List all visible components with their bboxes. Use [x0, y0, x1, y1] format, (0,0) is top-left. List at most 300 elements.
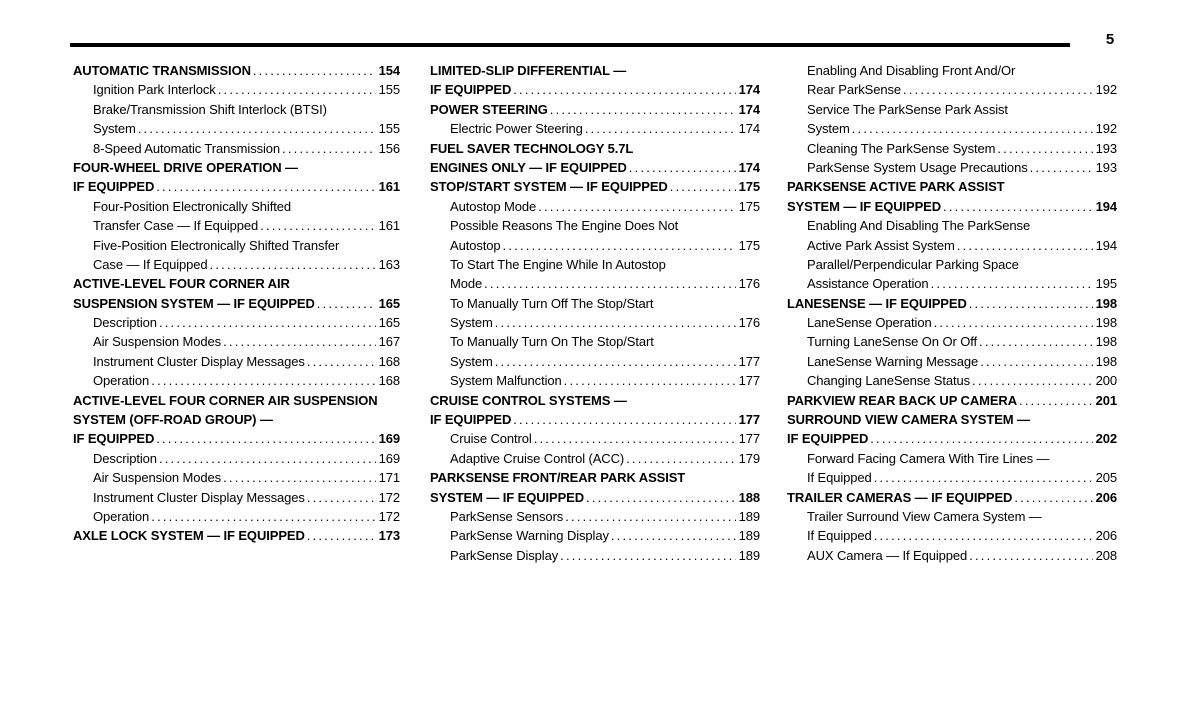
toc-line	[787, 197, 1117, 216]
dot-leader	[874, 526, 1093, 545]
toc-page-ref: 154	[378, 63, 400, 78]
toc-line	[430, 313, 760, 332]
toc-line	[787, 236, 1117, 255]
toc-line	[787, 255, 1117, 274]
toc-entry	[73, 274, 400, 313]
toc-line	[73, 274, 400, 293]
toc-page-ref: 167	[378, 334, 400, 350]
toc-page-ref: 177	[738, 373, 760, 389]
toc-entry	[73, 332, 400, 351]
top-rule	[70, 43, 1070, 47]
toc-entry-text: Electric Power Steering	[450, 121, 583, 137]
toc-entry-text: PARKSENSE ACTIVE PARK ASSIST	[787, 179, 1005, 195]
toc-entry-text: POWER STEERING	[430, 101, 548, 117]
toc-entry	[787, 352, 1117, 371]
dot-leader	[253, 61, 376, 80]
toc-page-ref: 194	[1095, 198, 1117, 214]
toc-line	[73, 158, 400, 177]
toc-entry	[73, 352, 400, 371]
toc-entry-text: AUX Camera — If Equipped	[807, 547, 968, 563]
toc-entry-text: Case — If Equipped	[93, 256, 208, 272]
toc-entry	[73, 507, 400, 526]
dot-leader	[1014, 488, 1092, 507]
dot-leader	[159, 449, 376, 468]
toc-page-ref: 189	[738, 528, 760, 544]
toc-entry	[430, 391, 760, 430]
dot-leader	[307, 526, 376, 545]
toc-line	[73, 119, 400, 138]
dot-leader	[210, 255, 376, 274]
toc-entry-text: Five-Position Electronically Shifted Transfer	[93, 237, 340, 253]
toc-line	[787, 216, 1117, 235]
toc-page-ref: 174	[738, 101, 760, 117]
toc-entry-text: Air Suspension Modes	[93, 334, 222, 350]
toc-column-2	[430, 61, 760, 565]
toc-line	[430, 429, 760, 448]
dot-leader	[670, 177, 736, 196]
toc-page-ref: 188	[738, 489, 760, 505]
toc-line	[73, 449, 400, 468]
toc-entry-text: Parallel/Perpendicular Parking Space	[807, 256, 1019, 272]
toc-entry-text: Turning LaneSense On Or Off	[807, 334, 978, 350]
toc-page-ref: 172	[378, 489, 400, 505]
dot-leader	[931, 274, 1093, 293]
toc-line	[430, 332, 760, 351]
dot-leader	[585, 119, 736, 138]
toc-entry-text: If Equipped	[807, 528, 872, 544]
dot-leader	[870, 429, 1092, 448]
dot-leader	[969, 294, 1093, 313]
toc-entry	[73, 488, 400, 507]
toc-page-ref: 174	[738, 82, 760, 98]
toc-entry	[430, 294, 760, 333]
toc-line	[73, 488, 400, 507]
toc-entry-text: 8-Speed Automatic Transmission	[93, 140, 281, 156]
toc-line	[430, 197, 760, 216]
toc-entry	[430, 468, 760, 507]
toc-entry-text: Rear ParkSense	[807, 82, 901, 98]
dot-leader	[151, 507, 375, 526]
toc-entry-text: SUSPENSION SYSTEM — IF EQUIPPED	[73, 295, 315, 311]
toc-entry-text: System	[450, 315, 493, 331]
toc-line	[73, 410, 400, 429]
toc-entry	[73, 80, 400, 99]
toc-entry-text: ParkSense System Usage Precautions	[807, 159, 1028, 175]
toc-entry-text: ParkSense Warning Display	[450, 528, 609, 544]
toc-entry	[73, 468, 400, 487]
toc-line	[430, 526, 760, 545]
toc-entry	[430, 449, 760, 468]
dot-leader	[159, 313, 376, 332]
toc-line	[73, 61, 400, 80]
toc-page-ref: 174	[738, 159, 760, 175]
toc-entry-text: PARKVIEW REAR BACK UP CAMERA	[787, 392, 1018, 408]
toc-entry	[430, 507, 760, 526]
toc-entry-text: Ignition Park Interlock	[93, 82, 216, 98]
toc-line	[73, 177, 400, 196]
dot-leader	[979, 332, 1093, 351]
dot-leader	[218, 80, 376, 99]
dot-leader	[564, 371, 736, 390]
toc-line	[73, 332, 400, 351]
toc-line	[787, 429, 1117, 448]
toc-page-ref: 176	[738, 315, 760, 331]
toc-line	[73, 139, 400, 158]
toc-page-ref: 165	[378, 315, 400, 331]
toc-page-ref: 179	[738, 450, 760, 466]
toc-page-ref: 172	[378, 508, 400, 524]
toc-entry	[430, 371, 760, 390]
toc-line	[430, 488, 760, 507]
dot-leader	[969, 546, 1092, 565]
toc-line	[787, 332, 1117, 351]
toc-entry-text: ACTIVE-LEVEL FOUR CORNER AIR SUSPENSION	[73, 392, 378, 408]
toc-entry-text: Four-Position Electronically Shifted	[93, 198, 291, 214]
toc-entry-text: ENGINES ONLY — IF EQUIPPED	[430, 159, 627, 175]
toc-line	[430, 468, 760, 487]
dot-leader	[1030, 158, 1093, 177]
toc-entry-text: Autostop Mode	[450, 198, 537, 214]
toc-page-ref: 168	[378, 373, 400, 389]
toc-page-ref: 198	[1095, 353, 1117, 369]
dot-leader	[223, 468, 376, 487]
toc-page-ref: 169	[378, 450, 400, 466]
toc-entry-text: AUTOMATIC TRANSMISSION	[73, 63, 251, 78]
toc-entry	[73, 236, 400, 275]
dot-leader	[997, 139, 1092, 158]
toc-entry-text: STOP/START SYSTEM — IF EQUIPPED	[430, 179, 668, 195]
toc-entry	[430, 216, 760, 255]
toc-line	[430, 352, 760, 371]
toc-entry-text: LaneSense Warning Message	[807, 353, 979, 369]
toc-entry	[787, 371, 1117, 390]
toc-entry-text: Instrument Cluster Display Messages	[93, 489, 305, 505]
toc-entry-text: Mode	[450, 276, 483, 292]
toc-entry	[787, 294, 1117, 313]
toc-entry-text: Enabling And Disabling Front And/Or	[807, 63, 1016, 78]
toc-page-ref: 169	[378, 431, 400, 447]
dot-leader	[534, 429, 736, 448]
toc-entry-text: IF EQUIPPED	[73, 431, 155, 447]
toc-entry-text: LIMITED-SLIP DIFFERENTIAL —	[430, 63, 627, 78]
toc-line	[787, 352, 1117, 371]
toc-page-ref: 206	[1095, 528, 1117, 544]
toc-entry-text: SYSTEM — IF EQUIPPED	[430, 489, 585, 505]
toc-entry	[787, 158, 1117, 177]
toc-entry	[787, 255, 1117, 294]
dot-leader	[626, 449, 736, 468]
toc-line	[787, 139, 1117, 158]
toc-entry	[73, 100, 400, 139]
dot-leader	[972, 371, 1093, 390]
toc-entry-text: Instrument Cluster Display Messages	[93, 353, 305, 369]
toc-line	[430, 546, 760, 565]
dot-leader	[629, 158, 736, 177]
toc-line	[430, 236, 760, 255]
toc-line	[430, 391, 760, 410]
toc-entry-text: ParkSense Display	[450, 547, 559, 563]
dot-leader	[307, 488, 376, 507]
toc-entry-text: Active Park Assist System	[807, 237, 955, 253]
toc-line	[73, 197, 400, 216]
toc-line	[73, 526, 400, 545]
toc-line	[430, 158, 760, 177]
toc-entry-text: System	[450, 353, 493, 369]
toc-page-ref: 155	[378, 82, 400, 98]
toc-line	[73, 80, 400, 99]
toc-line	[73, 391, 400, 410]
toc-line	[73, 352, 400, 371]
toc-entry-text: Possible Reasons The Engine Does Not	[450, 218, 679, 234]
toc-entry	[430, 197, 760, 216]
toc-page-ref: 161	[378, 179, 400, 195]
toc-page-ref: 155	[378, 121, 400, 137]
toc-line	[787, 80, 1117, 99]
toc-entry-text: ACTIVE-LEVEL FOUR CORNER AIR	[73, 276, 290, 292]
toc-line	[73, 468, 400, 487]
toc-entry	[787, 100, 1117, 139]
toc-line	[787, 526, 1117, 545]
toc-entry	[430, 177, 760, 196]
dot-leader	[260, 216, 375, 235]
toc-page-ref: 206	[1095, 489, 1117, 505]
toc-page-ref: 163	[378, 256, 400, 272]
toc-entry-text: Operation	[93, 508, 150, 524]
toc-line	[430, 216, 760, 235]
toc-entry-text: To Manually Turn Off The Stop/Start	[450, 295, 654, 311]
toc-entry	[430, 332, 760, 371]
toc-page-ref: 173	[378, 528, 400, 544]
toc-line	[73, 216, 400, 235]
toc-entry	[73, 371, 400, 390]
toc-entry-text: Forward Facing Camera With Tire Lines —	[807, 450, 1050, 466]
toc-entry	[787, 391, 1117, 410]
toc-entry-text: Air Suspension Modes	[93, 470, 222, 486]
toc-page-ref: 177	[738, 412, 760, 428]
toc-line	[430, 61, 760, 80]
toc-page-ref: 189	[738, 508, 760, 524]
toc-page-ref: 201	[1095, 392, 1117, 408]
toc-entry	[787, 216, 1117, 255]
toc-entry-text: Service The ParkSense Park Assist	[807, 101, 1008, 117]
toc-line	[787, 119, 1117, 138]
toc-entry-text: FUEL SAVER TECHNOLOGY 5.7L	[430, 140, 634, 156]
toc-line	[787, 410, 1117, 429]
toc-entry	[787, 139, 1117, 158]
toc-line	[787, 158, 1117, 177]
dot-leader	[934, 313, 1093, 332]
toc-entry-text: System Malfunction	[450, 373, 562, 389]
dot-leader	[586, 488, 736, 507]
toc-page-ref: 161	[378, 218, 400, 234]
toc-entry	[73, 158, 400, 197]
toc-page-ref: 208	[1095, 547, 1117, 563]
toc-entry-text: LANESENSE — IF EQUIPPED	[787, 295, 967, 311]
dot-leader	[156, 429, 375, 448]
toc-line	[787, 507, 1117, 526]
toc-entry	[787, 449, 1117, 488]
dot-leader	[223, 332, 376, 351]
toc-entry-text: IF EQUIPPED	[430, 82, 512, 98]
toc-page-ref: 198	[1095, 295, 1117, 311]
toc-column-1	[73, 61, 400, 546]
toc-entry	[430, 119, 760, 138]
dot-leader	[495, 352, 736, 371]
toc-line	[73, 313, 400, 332]
toc-page-ref: 175	[738, 237, 760, 253]
dot-leader	[1019, 391, 1093, 410]
toc-page-ref: 198	[1095, 334, 1117, 350]
toc-page-ref: 177	[738, 353, 760, 369]
toc-entry	[73, 61, 400, 80]
toc-page-ref: 175	[738, 179, 760, 195]
toc-entry-text: Description	[93, 450, 157, 466]
toc-line	[430, 119, 760, 138]
toc-entry	[787, 177, 1117, 216]
toc-page-ref: 175	[738, 198, 760, 214]
toc-entry	[787, 507, 1117, 546]
toc-entry-text: CRUISE CONTROL SYSTEMS —	[430, 392, 627, 408]
toc-entry	[787, 410, 1117, 449]
toc-line	[430, 410, 760, 429]
toc-line	[73, 100, 400, 119]
toc-entry	[73, 313, 400, 332]
toc-line	[430, 255, 760, 274]
dot-leader	[503, 236, 736, 255]
toc-entry	[430, 255, 760, 294]
dot-leader	[852, 119, 1093, 138]
toc-page-ref: 176	[738, 276, 760, 292]
toc-line	[787, 274, 1117, 293]
toc-entry	[787, 313, 1117, 332]
dot-leader	[874, 468, 1093, 487]
toc-line	[430, 274, 760, 293]
toc-entry	[430, 546, 760, 565]
toc-page-ref: 174	[738, 121, 760, 137]
toc-entry	[787, 546, 1117, 565]
toc-entry-text: System	[93, 121, 136, 137]
toc-entry-text: To Start The Engine While In Autostop	[450, 256, 666, 272]
toc-entry	[787, 332, 1117, 351]
toc-line	[430, 371, 760, 390]
toc-line	[787, 371, 1117, 390]
toc-entry	[73, 197, 400, 236]
toc-page-ref: 205	[1095, 470, 1117, 486]
toc-line	[787, 488, 1117, 507]
toc-line	[73, 236, 400, 255]
toc-entry-text: SYSTEM — IF EQUIPPED	[787, 198, 942, 214]
toc-entry	[430, 429, 760, 448]
toc-line	[787, 468, 1117, 487]
toc-entry-text: AXLE LOCK SYSTEM — IF EQUIPPED	[73, 528, 305, 544]
toc-page-ref: 168	[378, 353, 400, 369]
toc-entry-text: IF EQUIPPED	[787, 431, 869, 447]
dot-leader	[156, 177, 375, 196]
dot-leader	[611, 526, 736, 545]
dot-leader	[957, 236, 1093, 255]
toc-page-ref: 192	[1095, 121, 1117, 137]
toc-page-ref: 194	[1095, 237, 1117, 253]
toc-line	[430, 100, 760, 119]
toc-entry	[430, 139, 760, 178]
toc-line	[787, 100, 1117, 119]
toc-entry-text: Description	[93, 315, 157, 331]
toc-page-ref: 193	[1095, 140, 1117, 156]
dot-leader	[317, 294, 376, 313]
toc-entry-text: FOUR-WHEEL DRIVE OPERATION —	[73, 159, 298, 175]
toc-line	[787, 177, 1117, 196]
toc-page-ref: 177	[738, 431, 760, 447]
toc-entry-text: ParkSense Sensors	[450, 508, 564, 524]
toc-entry-text: IF EQUIPPED	[430, 412, 512, 428]
toc-page-ref: 195	[1095, 276, 1117, 292]
toc-entry-text: System	[807, 121, 850, 137]
toc-entry-text: TRAILER CAMERAS — IF EQUIPPED	[787, 489, 1013, 505]
toc-line	[430, 177, 760, 196]
toc-entry	[73, 526, 400, 545]
toc-page-ref: 200	[1095, 373, 1117, 389]
toc-line	[787, 313, 1117, 332]
dot-leader	[151, 371, 375, 390]
toc-entry-text: Changing LaneSense Status	[807, 373, 971, 389]
dot-leader	[513, 80, 735, 99]
toc-line	[787, 61, 1117, 80]
toc-entry	[787, 488, 1117, 507]
toc-entry	[787, 61, 1117, 100]
toc-page-ref: 189	[738, 547, 760, 563]
toc-entry	[73, 391, 400, 449]
toc-entry-text: To Manually Turn On The Stop/Start	[450, 334, 654, 350]
toc-entry-text: If Equipped	[807, 470, 872, 486]
toc-page-ref: 192	[1095, 82, 1117, 98]
dot-leader	[903, 80, 1093, 99]
dot-leader	[980, 352, 1092, 371]
toc-line	[430, 294, 760, 313]
dot-leader	[138, 119, 376, 138]
toc-page-ref: 198	[1095, 315, 1117, 331]
toc-page-ref: 193	[1095, 159, 1117, 175]
toc-entry-text: Autostop	[450, 237, 501, 253]
toc-entry-text: PARKSENSE FRONT/REAR PARK ASSIST	[430, 470, 686, 486]
page-number: 5	[1105, 31, 1115, 48]
toc-entry-text: Trailer Surround View Camera System —	[807, 508, 1042, 524]
toc-line	[73, 507, 400, 526]
toc-line	[73, 255, 400, 274]
dot-leader	[538, 197, 735, 216]
toc-line	[430, 139, 760, 158]
dot-leader	[484, 274, 735, 293]
toc-page-ref: 165	[378, 295, 400, 311]
dot-leader	[565, 507, 735, 526]
toc-entry-text: Enabling And Disabling The ParkSense	[807, 218, 1031, 234]
dot-leader	[550, 100, 736, 119]
dot-leader	[943, 197, 1093, 216]
toc-entry-text: SYSTEM (OFF-ROAD GROUP) —	[73, 412, 273, 428]
dot-leader	[307, 352, 376, 371]
dot-leader	[282, 139, 376, 158]
toc-entry	[73, 449, 400, 468]
toc-page-ref: 156	[378, 140, 400, 156]
toc-line	[787, 294, 1117, 313]
toc-entry-text: LaneSense Operation	[807, 315, 932, 331]
toc-line	[73, 429, 400, 448]
toc-page-ref: 202	[1095, 431, 1117, 447]
toc-entry-text: Operation	[93, 373, 150, 389]
toc-line	[787, 546, 1117, 565]
toc-entry-text: Transfer Case — If Equipped	[93, 218, 259, 234]
toc-entry-text: IF EQUIPPED	[73, 179, 155, 195]
dot-leader	[495, 313, 736, 332]
